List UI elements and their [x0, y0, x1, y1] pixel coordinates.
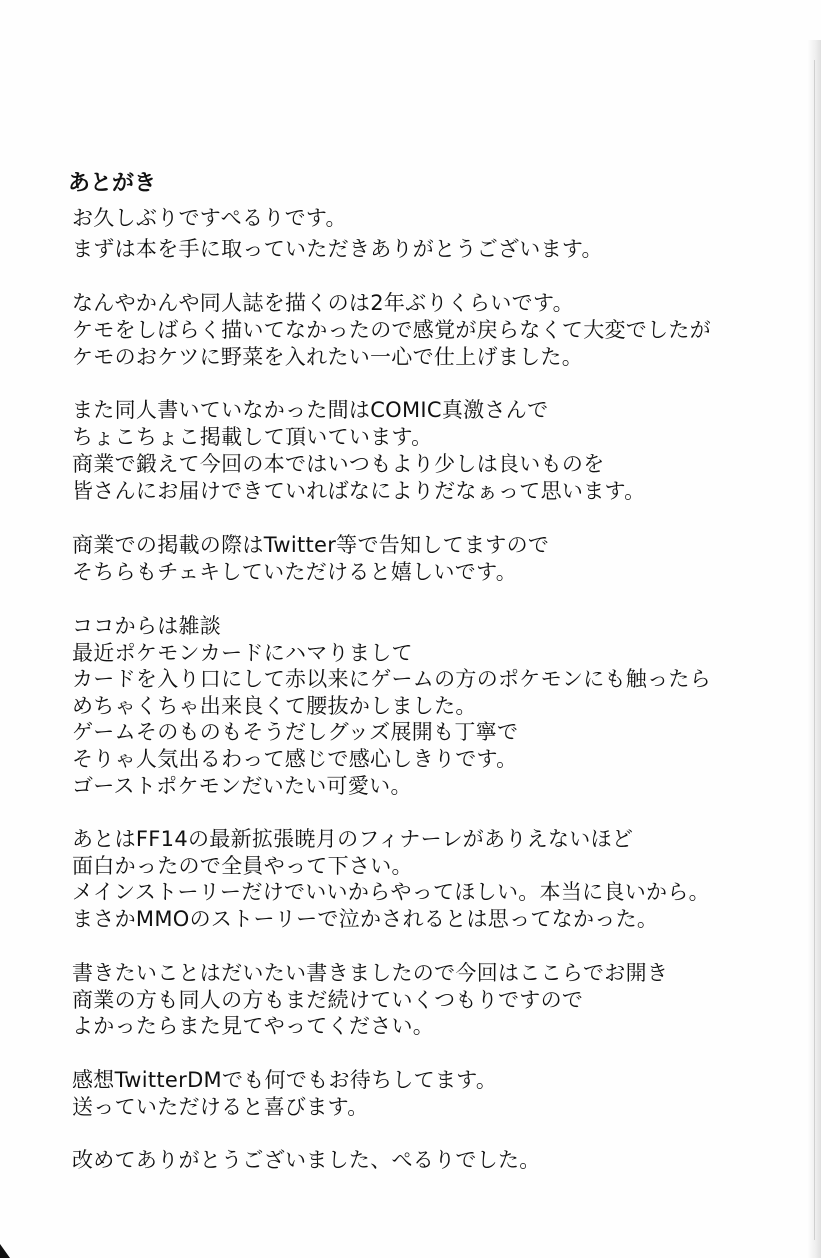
- text-line: 改めてありがとうございました、ぺるりでした。: [72, 1148, 541, 1172]
- text-line: なんやかんや同人誌を描くのは2年ぶりくらいです。: [72, 291, 574, 315]
- text-line: まさかMMOのストーリーで泣かされるとは思ってなかった。: [72, 907, 659, 931]
- text-line: 皆さんにお届けできていればなによりだなぁって思います。: [72, 479, 646, 503]
- text-line: まずは本を手に取っていただきありがとうございます。: [72, 237, 603, 261]
- text-line: ケモのおケツに野菜を入れたい一心で仕上げました。: [72, 345, 583, 369]
- text-line: ちょこちょこ掲載して頂いています。: [72, 425, 433, 449]
- text-line: お久しぶりですぺるりです。: [72, 206, 347, 230]
- text-line: 商業で鍛えて今回の本ではいつもより少しは良いものを: [72, 452, 605, 476]
- text-line: あとはFF14の最新拡張暁月のフィナーレがありえないほど: [72, 827, 634, 851]
- text-line: ゴーストポケモンだいたい可愛い。: [72, 774, 412, 798]
- text-line: そちらもチェキしていただけると嬉しいです。: [72, 560, 517, 584]
- text-line: メインストーリーだけでいいからやってほしい。本当に良いから。: [72, 880, 710, 904]
- page-edge-line: [814, 60, 815, 1240]
- text-line: また同人書いていなかった間はCOMIC真激さんで: [72, 398, 549, 422]
- text-line: ココからは雑談: [72, 614, 222, 638]
- text-line: 書きたいことはだいたい書きましたので今回はここらでお開き: [72, 961, 669, 985]
- text-line: めちゃくちゃ出来良くて腰抜かしました。: [72, 694, 477, 718]
- text-line: 商業の方も同人の方もまだ続けていくつもりですので: [72, 988, 584, 1012]
- text-line: ゲームそのものもそうだしグッズ展開も丁寧で: [72, 720, 519, 744]
- afterword-title: あとがき: [68, 171, 157, 196]
- text-line: 感想TwitterDMでも何でもお待ちしてます。: [72, 1068, 498, 1092]
- text-line: ケモをしばらく描いてなかったので感覚が戻らなくて大変でしたが: [72, 318, 711, 342]
- text-line: そりゃ人気出るわって感じで感心しきりです。: [72, 747, 518, 771]
- text-line: 最近ポケモンカードにハマりまして: [72, 641, 413, 665]
- text-line: 商業での掲載の際はTwitter等で告知してますので: [72, 533, 550, 557]
- text-line: カードを入り口にして赤以来にゲームの方のポケモンにも触ったら: [72, 667, 711, 691]
- text-line: 送っていただけると喜びます。: [72, 1095, 369, 1119]
- text-line: 面白かったので全員やって下さい。: [72, 854, 413, 878]
- text-line: よかったらまた見てやってください。: [72, 1014, 435, 1038]
- page-corner-mark: [0, 1244, 10, 1258]
